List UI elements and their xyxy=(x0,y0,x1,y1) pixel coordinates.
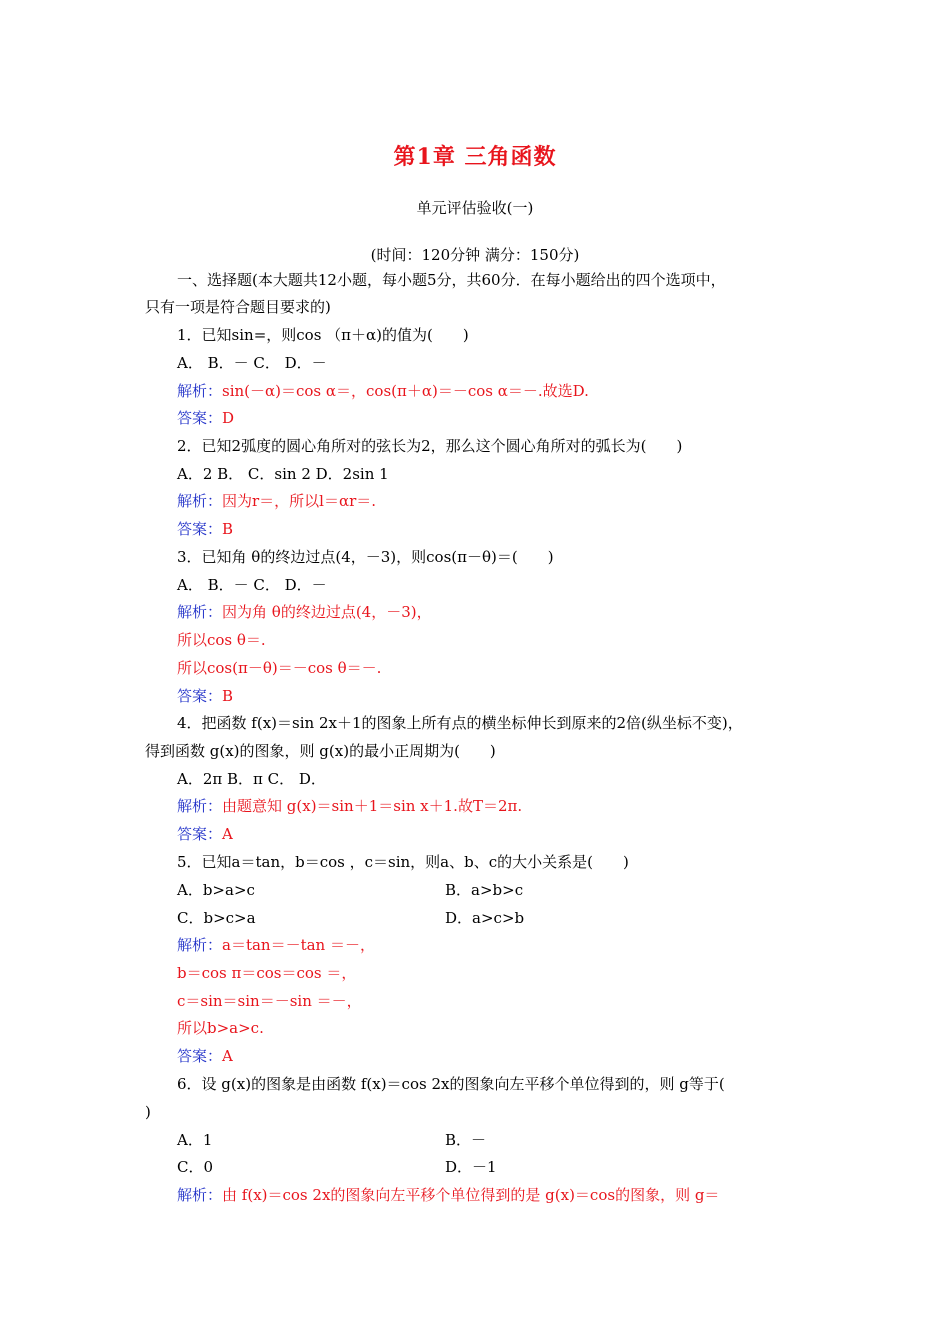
analysis-text: 因为角 θ的终边过点(4，－3)， xyxy=(222,603,432,621)
question-3-analysis-line-3: 所以cos(π－θ)＝－cos θ＝－. xyxy=(177,659,382,677)
analysis-text: sin(－α)＝cos α＝，cos(π＋α)＝－cos α＝－.故选D. xyxy=(222,382,589,400)
question-2-options: A．2 B． C．sin 2 D．2sin 1 xyxy=(177,465,389,483)
question-6-option-a: A．1 xyxy=(177,1131,213,1149)
answer-label: 答案： xyxy=(177,687,223,705)
question-3-options: A． B．－ C． D．－ xyxy=(177,576,327,594)
question-4-analysis xyxy=(177,796,522,816)
question-1-answer xyxy=(177,408,234,428)
answer-value: B xyxy=(222,687,234,705)
question-3-analysis-line-2: 所以cos θ＝. xyxy=(177,631,266,649)
question-5-option-d: D．a>c>b xyxy=(445,909,525,927)
analysis-label: 解析： xyxy=(177,797,223,815)
question-5-analysis-line-3: c＝sin＝sin＝－sin ＝－， xyxy=(177,992,362,1010)
question-5-option-a: A．b>a>c xyxy=(177,881,255,899)
analysis-label: 解析： xyxy=(177,492,223,510)
analysis-text: 因为r＝，所以l＝αr＝. xyxy=(222,492,377,510)
analysis-label: 解析： xyxy=(177,382,223,400)
answer-label: 答案： xyxy=(177,1047,223,1065)
question-5-analysis-line-4: 所以b>a>c. xyxy=(177,1019,264,1037)
question-4-answer xyxy=(177,824,233,844)
section-intro: 一、选择题(本大题共12小题，每小题5分，共60分．在每小题给出的四个选项中， xyxy=(177,271,726,289)
question-6-stem-continued: ) xyxy=(145,1103,151,1121)
question-4-stem: 4．把函数 f(x)＝sin 2x＋1的图象上所有点的横坐标伸长到原来的2倍(纵坐标不变)， xyxy=(177,714,743,732)
analysis-label: 解析： xyxy=(177,603,223,621)
question-6-analysis xyxy=(177,1185,719,1205)
answer-label: 答案： xyxy=(177,825,223,843)
question-6-stem: 6．设 g(x)的图象是由函数 f(x)＝cos 2x的图象向左平移个单位得到的，则 g等于( xyxy=(177,1075,725,1093)
question-3-stem: 3．已知角 θ的终边过点(4，－3)，则cos(π－θ)＝( ) xyxy=(177,548,554,566)
question-1-options: A． B．－ C． D．－ xyxy=(177,354,327,372)
question-5-analysis-line-2: b＝cos π＝cos＝cos ＝， xyxy=(177,964,357,982)
answer-value: A xyxy=(222,825,233,843)
answer-label: 答案： xyxy=(177,409,223,427)
analysis-text: a＝tan＝－tan ＝－， xyxy=(222,936,375,954)
question-2-answer xyxy=(177,519,233,539)
question-5-analysis xyxy=(177,935,375,955)
question-4-stem-continued: 得到函数 g(x)的图象，则 g(x)的最小正周期为( ) xyxy=(145,742,496,760)
question-4-options: A．2π B．π C． D． xyxy=(177,770,326,788)
question-2-analysis xyxy=(177,491,376,511)
question-2-stem: 2．已知2弧度的圆心角所对的弦长为2，那么这个圆心角所对的弧长为( ) xyxy=(177,437,683,455)
question-3-answer xyxy=(177,686,233,706)
question-6-option-d: D．－1 xyxy=(445,1158,497,1176)
section-intro-continued: 只有一项是符合题目要求的) xyxy=(145,298,331,316)
question-5-option-b: B．a>b>c xyxy=(445,881,524,899)
question-5-answer xyxy=(177,1046,233,1066)
question-6-option-c: C．0 xyxy=(177,1158,214,1176)
analysis-label: 解析： xyxy=(177,936,223,954)
question-1-stem: 1．已知sin=，则cos （π＋α)的值为( ) xyxy=(177,326,469,344)
answer-value: D xyxy=(222,409,235,427)
question-6-option-b: B．－ xyxy=(445,1131,487,1149)
answer-value: A xyxy=(222,1047,233,1065)
unit-subtitle: 单元评估验收(一) xyxy=(416,199,534,217)
answer-value: B xyxy=(222,520,234,538)
analysis-label: 解析： xyxy=(177,1186,223,1204)
exam-time-info: (时间：120分钟 满分：150分) xyxy=(370,246,580,264)
answer-label: 答案： xyxy=(177,520,223,538)
question-1-analysis xyxy=(177,381,589,401)
question-5-option-c: C．b>c>a xyxy=(177,909,256,927)
question-3-analysis xyxy=(177,602,432,622)
analysis-text: 由 f(x)＝cos 2x的图象向左平移个单位得到的是 g(x)＝cos的图象，则 g＝ xyxy=(222,1186,720,1204)
question-5-stem: 5．已知a＝tan，b＝cos ，c＝sin，则a、b、c的大小关系是( ) xyxy=(177,853,629,871)
chapter-title: 第1章 三角函数 xyxy=(393,144,557,170)
analysis-text: 由题意知 g(x)＝sin＋1＝sin x＋1.故T＝2π. xyxy=(222,797,523,815)
